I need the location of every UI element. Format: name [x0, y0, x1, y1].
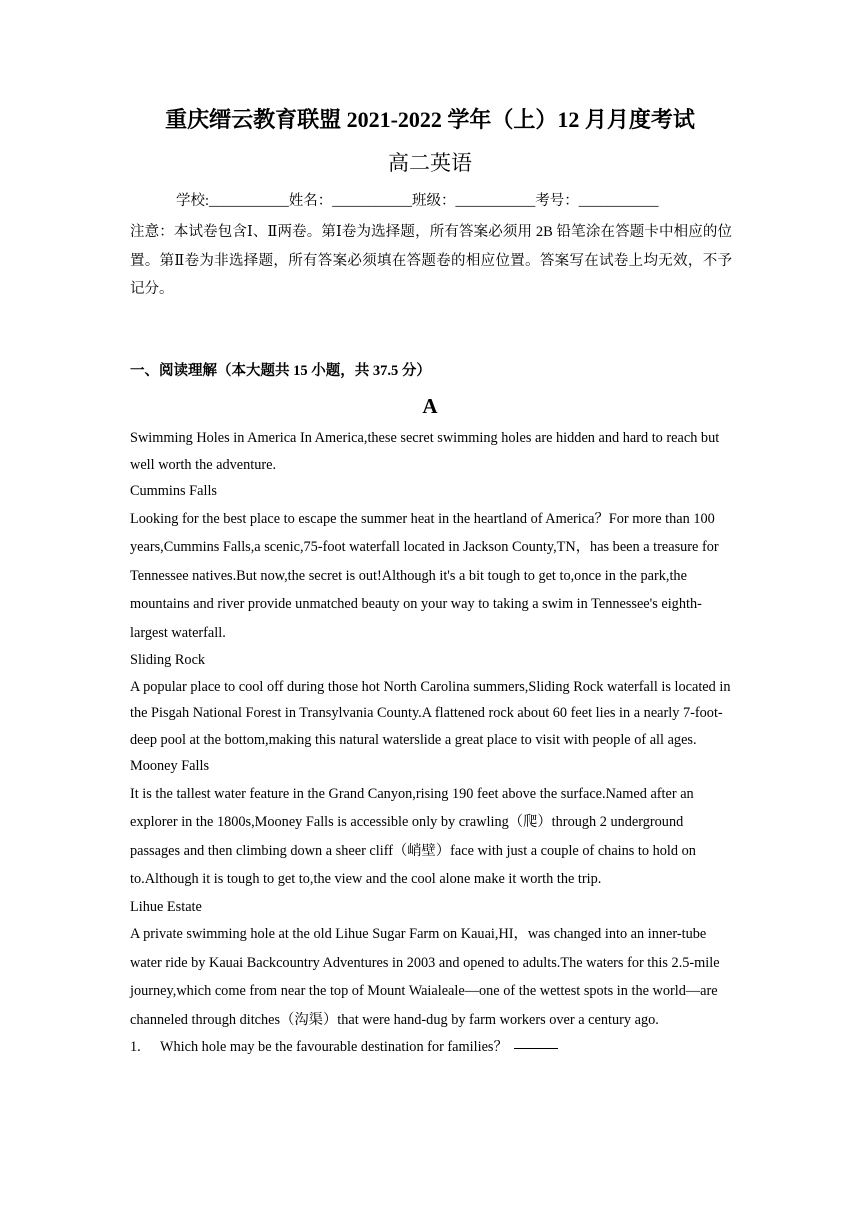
section-heading: 一、阅读理解（本大题共 15 小题，共 37.5 分）	[130, 363, 431, 379]
passage-heading-lihue: Lihue Estate	[130, 898, 202, 915]
passage-letter: A	[422, 394, 438, 418]
passage-paragraph-cummins: Looking for the best place to escape the summer heat in the heartland of America？For more than 100 years,Cummins Falls,a scenic,75-foot waterfall located in Jackson County,TN，has been a treasure for Tennessee natives.But now,the secret is out!Although it's a bit tough to get to,once in the park,the mountains and river provide unmatched beauty on your way to taking a swim in Tennessee's eighth-largest waterfall.	[130, 510, 719, 641]
student-info-line: 学校:___________姓名：___________班级：___________考号：___________	[176, 193, 659, 209]
passage-paragraph-lihue: A private swimming hole at the old Lihue Sugar Farm on Kauai,HI，was changed into an inner-tube water ride by Kauai Backcountry Adventures in 2003 and opened to adults.The waters for this 2.5-mile journey,which come from near the top of Mount Waialeale—one of the wettest spots in the world—are channeled through ditches（沟渠）that were hand-dug by farm workers over a century ago.	[130, 926, 720, 1028]
passage-body	[130, 425, 732, 1061]
passage-heading-sliding: Sliding Rock	[130, 652, 206, 668]
answer-blank[interactable]	[514, 1034, 558, 1049]
question-number: 1.	[130, 1039, 141, 1055]
exam-notice: 注意：本试卷包含Ⅰ、Ⅱ两卷。第Ⅰ卷为选择题，所有答案必须用 2B 铅笔涂在答题卡中相应的位置。第Ⅱ卷为非选择题，所有答案必须填在答题卷的相应位置。答案写在试卷上均无效，不予记分。	[130, 224, 732, 297]
exam-title: 重庆缙云教育联盟 2021-2022 学年（上）12 月月度考试	[165, 107, 695, 132]
passage-heading-cummins: Cummins Falls	[130, 483, 217, 499]
question-item	[130, 1034, 732, 1061]
passage-intro: Swimming Holes in America In America,these secret swimming holes are hidden and hard to reach but well worth the adventure.	[130, 430, 720, 473]
passage-paragraph-sliding: A popular place to cool off during those hot North Carolina summers,Sliding Rock waterfall is located in the Pisgah National Forest in Transylvania County.A flattened rock about 60 feet lies in a nearly 7-foot-deep pool at the bottom,making this natural waterslide a great place to visit with people of all ages.	[130, 678, 731, 748]
passage-paragraph-mooney: It is the tallest water feature in the Grand Canyon,rising 190 feet above the surface.Named after an explorer in the 1800s,Mooney Falls is accessible only by crawling（爬）through 2 underground passages and then climbing down a sheer cliff（峭壁）face with just a couple of chains to hold on to.Although it is tough to get to,the view and the cool alone make it worth the trip.	[130, 785, 696, 887]
question-text: Which hole may be the favourable destination for families？	[160, 1039, 508, 1055]
passage-heading-mooney: Mooney Falls	[130, 758, 210, 774]
exam-subject: 高二英语	[388, 151, 472, 175]
